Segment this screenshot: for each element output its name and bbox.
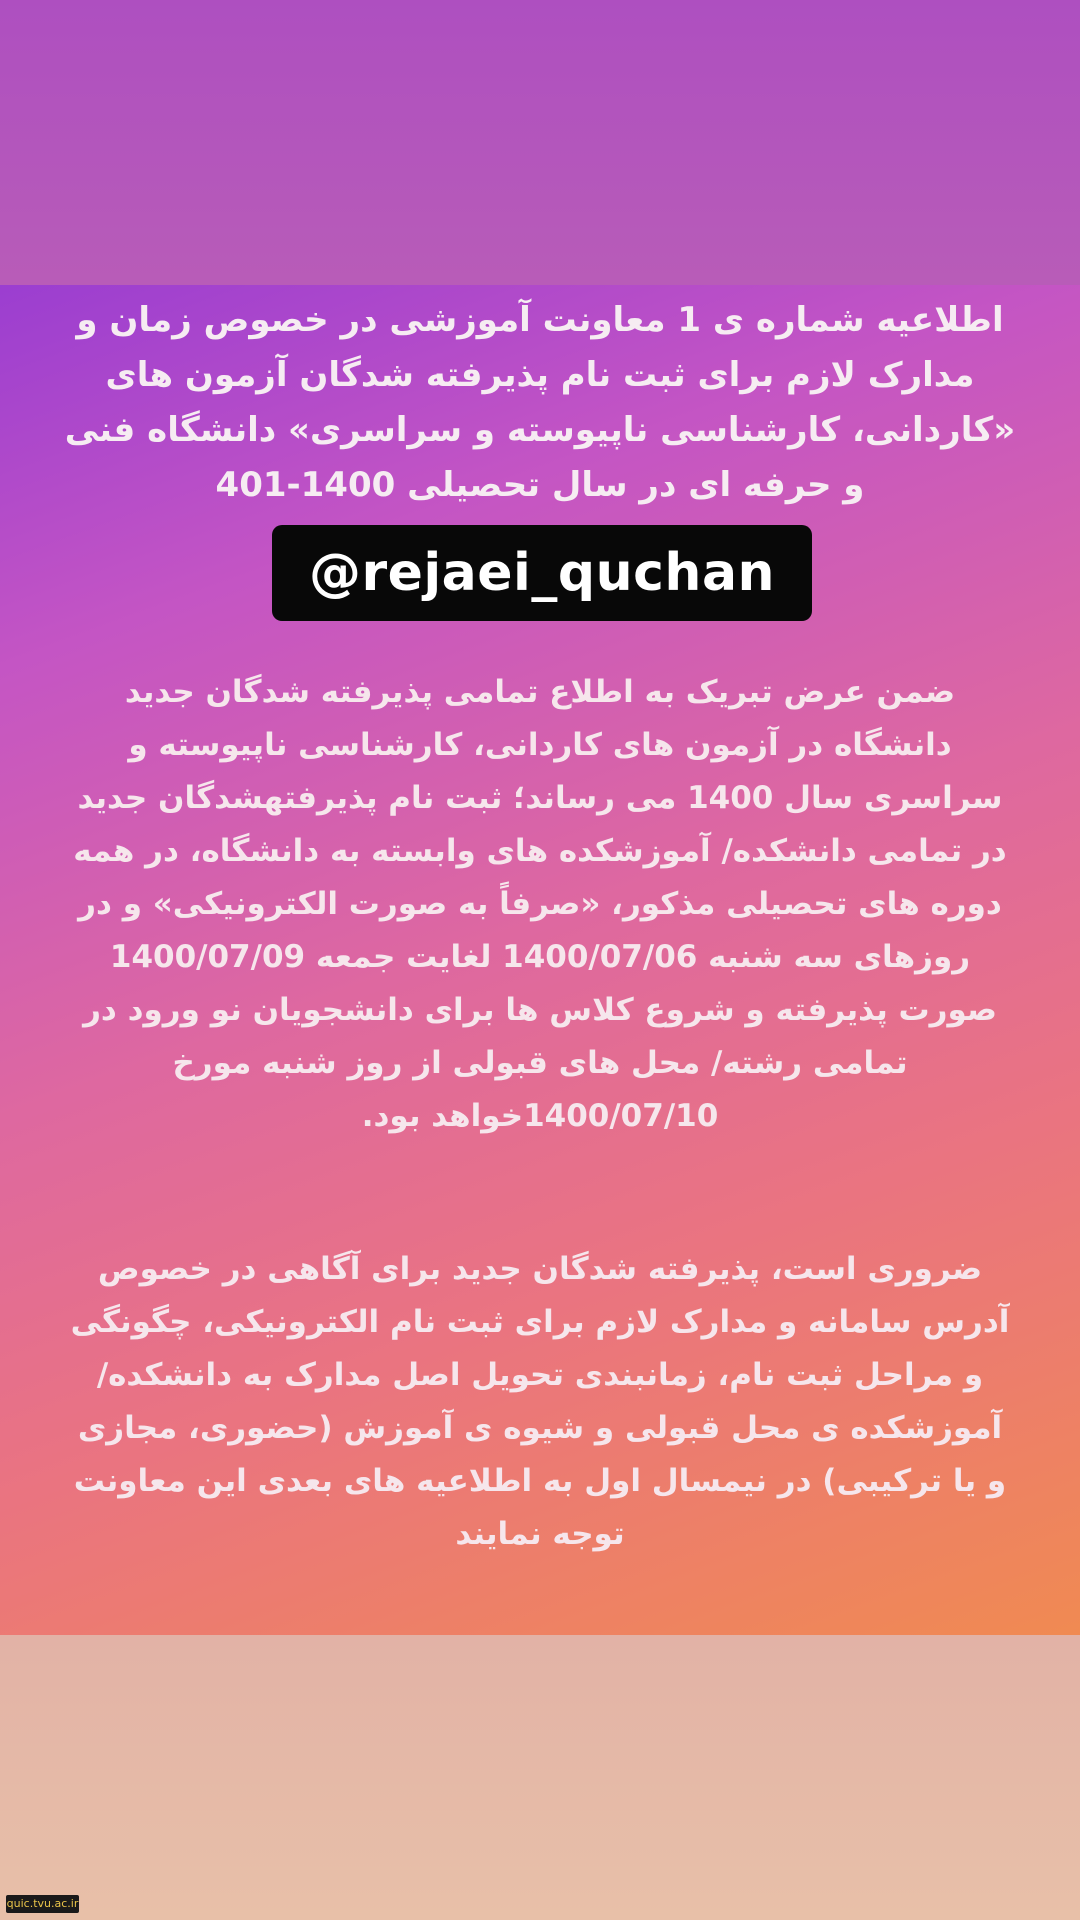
site-watermark: quic.tvu.ac.ir — [6, 1895, 79, 1913]
instagram-handle: @rejaei_quchan — [308, 543, 776, 603]
announcement-title: اطلاعیه شماره ی 1 معاونت آموزشی در خصوص زمان و مدارک لازم برای ثبت نام پذیرفته شدگان آزمون های «کاردانی، کارشناسی ناپیوسته و سراسری» دانشگاه فنی و حرفه ای در سال تحصیلی 1400-401 — [64, 300, 1016, 505]
story-bottom-band — [0, 1635, 1080, 1920]
announcement-paragraph-2: ضروری است، پذیرفته شدگان جدید برای آگاهی در خصوص آدرس سامانه و مدارک لازم برای ثبت نام الکترونیکی، چگونگی و مراحل ثبت نام، زمانبندی تحویل اصل مدارک به دانشکده/ آموزشکده ی محل قبولی و شیوه ی آموزش (حضوری، مجازی و یا ترکیبی) در نیمسال اول به اطلاعیه های بعدی این معاونت توجه نمایند — [70, 1251, 1010, 1552]
story-top-band — [0, 0, 1080, 285]
announcement-paragraph-1: ضمن عرض تبریک به اطلاع تمامی پذیرفته شدگان جدید دانشگاه در آزمون های کاردانی، کارشناسی ناپیوسته و سراسری سال 1400 می رساند؛ ثبت نام پذیرفتهشدگان جدید در تمامی دانشکده/ آموزشکده های وابسته به دانشگاه، در همه دوره های تحصیلی مذکور، «صرفاً به صورت الکترونیکی» و در روزهای سه شنبه 1400/07/06 لغایت جمعه 1400/07/09 صورت پذیرفته و شروع کلاس ها برای دانشجویان نو ورود در تمامی رشته/ محل های قبولی از روز شنبه مورخ 1400/07/10خواهد بود. — [73, 674, 1007, 1134]
instagram-handle-badge — [272, 525, 812, 621]
